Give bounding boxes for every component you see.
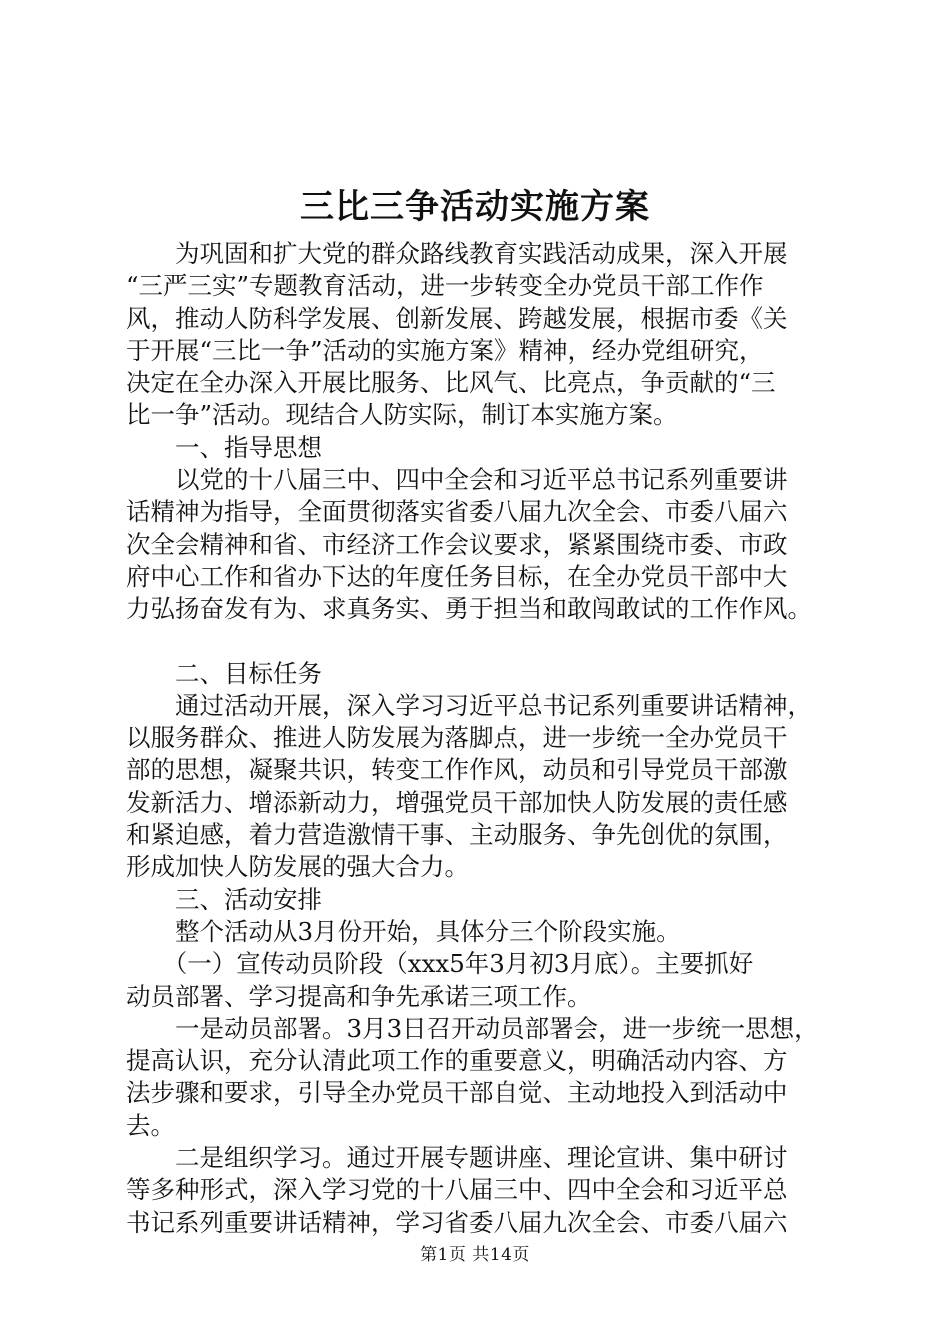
body-line: 整个活动从3月份开始，具体分三个阶段实施。 [126,916,681,946]
body-line: 和紧迫感，着力营造激情干事、主动服务、争先创优的氛围， [126,820,788,850]
body-line: 一、指导思想 [126,432,322,462]
body-line: 一是动员部署。3月3日召开动员部署会，进一步统一思想， [126,1013,819,1043]
body-line: 二是组织学习。通过开展专题讲座、理论宣讲、集中研讨 [126,1143,788,1173]
body-line: 次全会精神和省、市经济工作会议要求，紧紧围绕市委、市政 [126,529,788,559]
body-line: 府中心工作和省办下达的年度任务目标，在全办党员干部中大 [126,561,788,591]
body-line: 法步骤和要求，引导全办党员干部自觉、主动地投入到活动中 [126,1078,788,1108]
document-body [126,238,846,1239]
body-line: 去。 [126,1110,175,1140]
body-line: “三严三实”专题教育活动，进一步转变全办党员干部工作作 [126,271,764,301]
body-line: 书记系列重要讲话精神，学习省委八届九次全会、市委八届六 [126,1207,788,1237]
body-line: 为巩固和扩大党的群众路线教育实践活动成果，深入开展 [126,239,788,268]
body-line: 于开展“三比一争”活动的实施方案》精神，经办党组研究， [126,335,764,365]
body-line: 话精神为指导，全面贯彻落实省委八届九次全会、市委八届六 [126,497,788,527]
body-line: 力弘扬奋发有为、求真务实、勇于担当和敢闯敢试的工作作风。 [126,594,812,624]
body-line: 二、目标任务 [126,658,322,688]
body-line: 发新活力、增添新动力，增强党员干部加快人防发展的责任感 [126,787,788,817]
body-line: 等多种形式，深入学习党的十八届三中、四中全会和习近平总 [126,1175,788,1205]
body-line: 比一争”活动。现结合人防实际，制订本实施方案。 [126,400,678,430]
body-line: 风，推动人防科学发展、创新发展、跨越发展，根据市委《关 [126,303,788,333]
paragraph-gap [126,626,846,658]
body-line: 决定在全办深入开展比服务、比风气、比亮点，争贡献的“三 [126,368,776,398]
body-line: 动员部署、学习提高和争先承诺三项工作。 [126,981,592,1011]
body-line: 形成加快人防发展的强大合力。 [126,852,469,882]
page-footer: 第1页 共14页 [420,1245,530,1265]
body-line: 三、活动安排 [126,884,322,914]
body-line: 以党的十八届三中、四中全会和习近平总书记系列重要讲 [126,465,788,495]
body-line: 通过活动开展，深入学习习近平总书记系列重要讲话精神， [126,690,812,720]
body-line: （一）宣传动员阶段（xxx5年3月初3月底）。主要抓好 [126,949,754,979]
body-line: 部的思想，凝聚共识，转变工作作风，动员和引导党员干部激 [126,755,788,785]
document-title: 三比三争活动实施方案 [300,187,650,227]
body-line: 以服务群众、推进人防发展为落脚点，进一步统一全办党员干 [126,723,788,753]
body-line: 提高认识，充分认清此项工作的重要意义，明确活动内容、方 [126,1046,788,1076]
